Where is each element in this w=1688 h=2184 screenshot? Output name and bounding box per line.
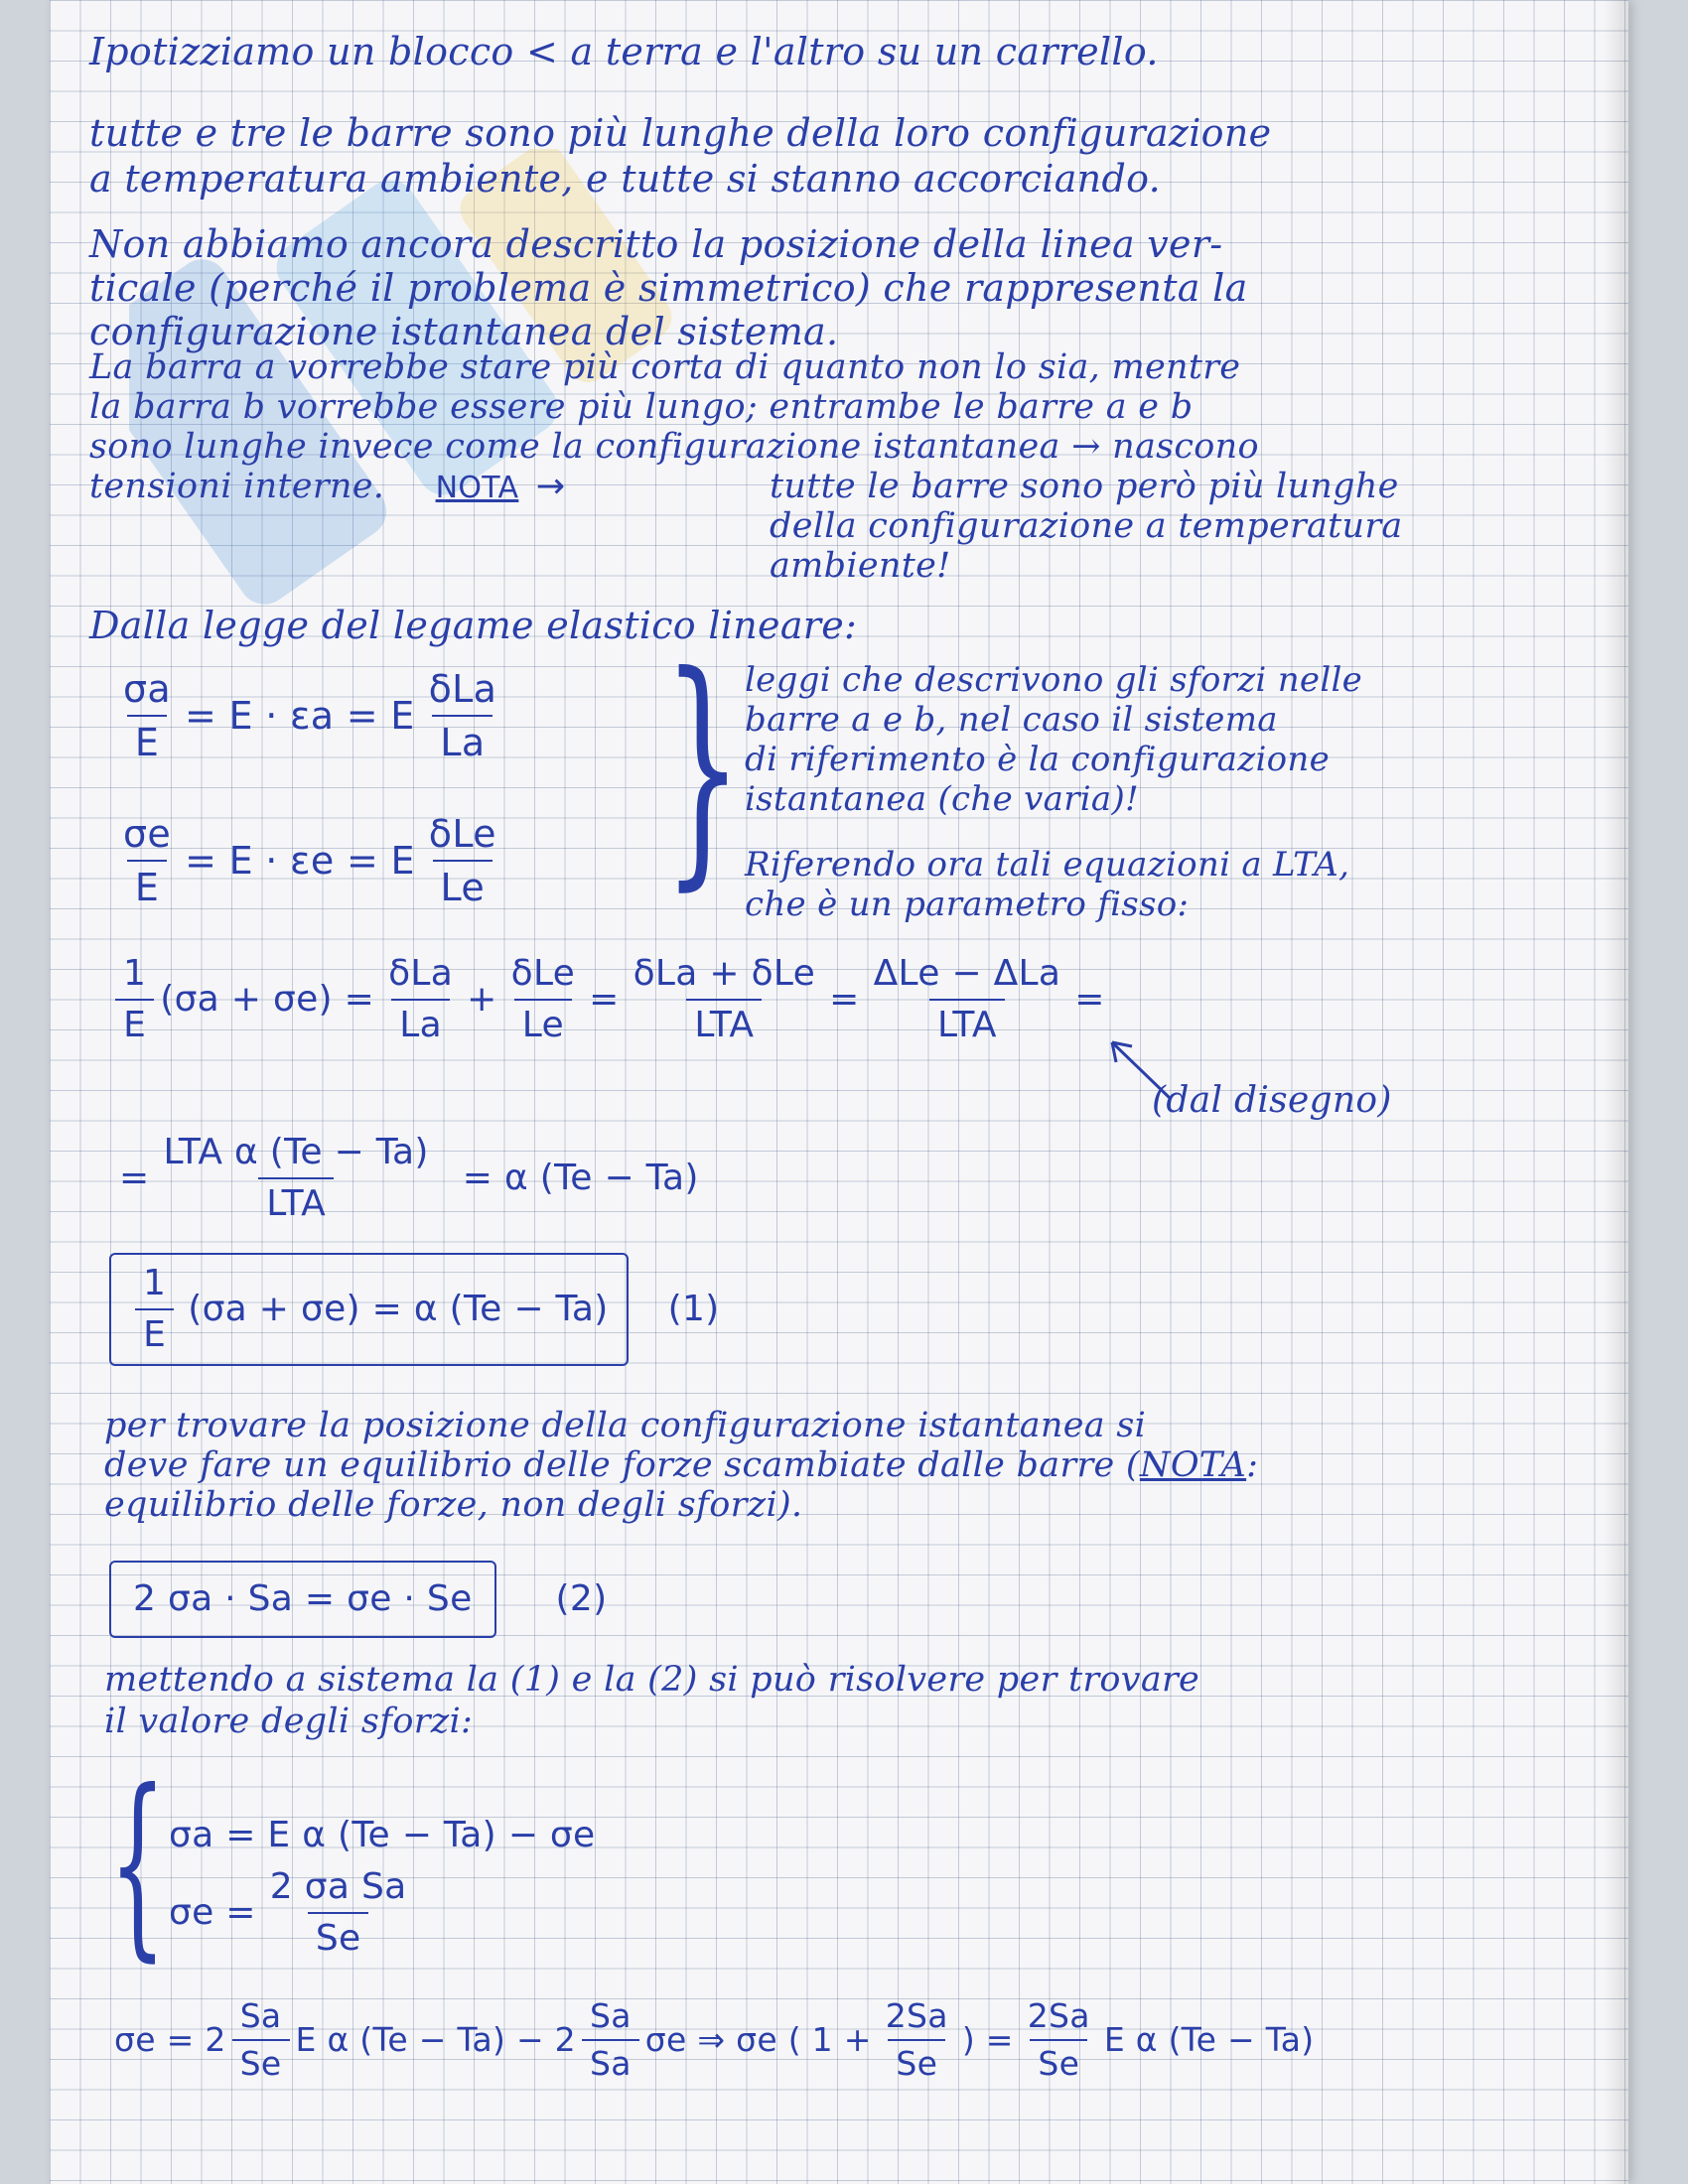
right-brace: }: [663, 622, 743, 911]
equation-sigma-a: [109, 667, 510, 764]
eq1-den2: La: [432, 715, 492, 764]
last-f1-num: Sa: [239, 1996, 282, 2035]
last-f2-num: Sa: [589, 1996, 632, 2035]
eq3-f5-den: LTA: [929, 999, 1005, 1046]
nota-line-3: ambiente!: [770, 546, 951, 586]
eq3-f2-num: δLa: [388, 953, 454, 994]
sys2-num: 2 σa Sa: [269, 1866, 407, 1907]
note-line-2b: a temperatura ambiente, e tutte si stanno accorciando.: [89, 157, 1161, 201]
last-b: E α (Te − Ta) − 2: [295, 2020, 576, 2060]
notebook-page: [50, 0, 1628, 2184]
box1-body: (σa + σe) = α (Te − Ta): [188, 1288, 609, 1329]
boxed-equation-2: [109, 1561, 607, 1638]
last-f2-den: Sa: [582, 2039, 639, 2083]
boxed-equation-1: [109, 1253, 720, 1366]
eq1-mid: = E · εa = E: [184, 694, 415, 739]
nota-line-2: della configurazione a temperatura: [770, 506, 1403, 546]
note-line-3c: configurazione istantanea del sistema.: [89, 310, 839, 353]
sys2-left: σe =: [169, 1891, 256, 1933]
eq4-eq: =: [119, 1157, 150, 1198]
side-note-1c: di riferimento è la configurazione: [745, 740, 1331, 779]
box1-num: 1: [143, 1263, 167, 1303]
eq3-eq2: =: [829, 978, 860, 1020]
last-a: σe = 2: [114, 2020, 226, 2060]
note-line-3a: Non abbiamo ancora descritto la posizione della linea ver-: [89, 222, 1223, 266]
eq3-f1-den: E: [115, 999, 154, 1046]
eq2-num: σe: [123, 812, 172, 856]
side-note-1a: leggi che descrivono gli sforzi nelle: [745, 660, 1363, 700]
nota-label: NOTA: [435, 471, 519, 505]
note-line-4a: La barra a vorrebbe stare più corta di quanto non lo sia, mentre: [89, 347, 1241, 387]
eq3-plus: +: [467, 978, 497, 1020]
eq3-f2-den: La: [391, 999, 450, 1046]
eq3-f3-num: δLe: [510, 953, 576, 994]
eq1-den: E: [127, 715, 167, 764]
eq2-den: E: [127, 860, 167, 909]
p6b-pre: deve fare un equilibrio delle forze scambiate dalle barre (: [104, 1445, 1140, 1485]
last-d: ) =: [961, 2020, 1014, 2060]
p6b-post: :: [1246, 1445, 1259, 1485]
side-note-1b: barre a e b, nel caso il sistema: [745, 700, 1278, 740]
p6b-nota: NOTA: [1139, 1445, 1247, 1485]
note-line-1: Ipotizziamo un blocco < a terra e l'altro su un carrello.: [89, 30, 1159, 73]
eq4-rhs: = α (Te − Ta): [462, 1157, 699, 1198]
dal-disegno-note: (dal disegno): [1152, 1080, 1392, 1121]
last-f4-num: 2Sa: [1027, 1996, 1090, 2035]
last-f1-den: Se: [232, 2039, 290, 2083]
system-brace: {: [109, 1748, 167, 1979]
eq1-num2: δLa: [428, 667, 497, 711]
note-line-4c: sono lunghe invece come la configurazione istantanea → nascono: [89, 427, 1259, 467]
eq3-eq3: =: [1074, 978, 1105, 1020]
equation-box-2: 2 σa · Sa = σe · Se: [109, 1561, 496, 1638]
note-line-3b: ticale (perché il problema è simmetrico) che rappresenta la: [89, 266, 1248, 310]
eq3-f1-num: 1: [123, 953, 147, 994]
final-equation: [114, 1997, 1314, 2084]
eq2-mid: = E · εe = E: [185, 839, 415, 884]
nota-line-1: tutte le barre sono però più lunghe: [770, 467, 1399, 506]
side-note-2b: che è un parametro fisso:: [745, 885, 1190, 924]
note-line-2a: tutte e tre le barre sono più lunghe della loro configurazione: [89, 111, 1272, 155]
eq2-den2: Le: [433, 860, 492, 909]
last-e: E α (Te − Ta): [1103, 2020, 1315, 2060]
eq1-num: σa: [123, 667, 171, 711]
eq3-f4-den: LTA: [686, 999, 762, 1046]
eq3-f3-den: Le: [514, 999, 572, 1046]
note-line-5: Dalla legge del legame elastico lineare:: [89, 604, 858, 647]
eq3-f5-num: ΔLe − ΔLa: [873, 953, 1061, 994]
note-line-7b: il valore degli sforzi:: [104, 1702, 474, 1741]
system-eq-2: [169, 1866, 420, 1960]
note-line-4d: [89, 467, 565, 507]
eq2-num2: δLe: [428, 812, 496, 856]
page-edge-shadow: [1603, 0, 1628, 2184]
side-note-1d: istantanea (che varia)!: [745, 779, 1140, 819]
note-line-7a: mettendo a sistema la (1) e la (2) si può risolvere per trovare: [104, 1660, 1200, 1700]
equation-lta: [119, 1132, 699, 1225]
note-line-6a: per trovare la posizione della configurazione istantanea si: [104, 1406, 1147, 1445]
eq3-f4-num: δLa + δLe: [633, 953, 816, 994]
eq4-den: LTA: [258, 1177, 334, 1225]
note-line-4b: la barra b vorrebbe essere più lungo; entrambe le barre a e b: [89, 387, 1194, 427]
equation-box-1: [109, 1253, 629, 1366]
last-f3-den: Se: [888, 2039, 945, 2083]
equation-sum: [109, 953, 1105, 1046]
box2-tag: (2): [555, 1578, 608, 1619]
system-eq-1: σa = E α (Te − Ta) − σe: [169, 1815, 596, 1855]
sys2-den: Se: [308, 1912, 369, 1960]
note-line-6c: equilibrio delle forze, non degli sforzi).: [104, 1485, 803, 1525]
nota-arrow: →: [535, 467, 566, 506]
eq4-num: LTA α (Te − Ta): [163, 1132, 429, 1172]
box1-den: E: [135, 1308, 174, 1356]
tensioni-text: tensioni interne.: [89, 467, 385, 506]
last-f4-den: Se: [1030, 2039, 1087, 2083]
eq3-eq: =: [589, 978, 620, 1020]
box1-tag: (1): [667, 1288, 720, 1329]
note-line-6b: [104, 1445, 1258, 1486]
side-note-2a: Riferendo ora tali equazioni a LTA,: [745, 845, 1350, 885]
equation-sigma-e: [109, 812, 510, 909]
eq3-a: (σa + σe) =: [160, 978, 375, 1020]
last-f3-num: 2Sa: [885, 1996, 948, 2035]
last-c: σe ⇒ σe ( 1 +: [644, 2020, 872, 2060]
